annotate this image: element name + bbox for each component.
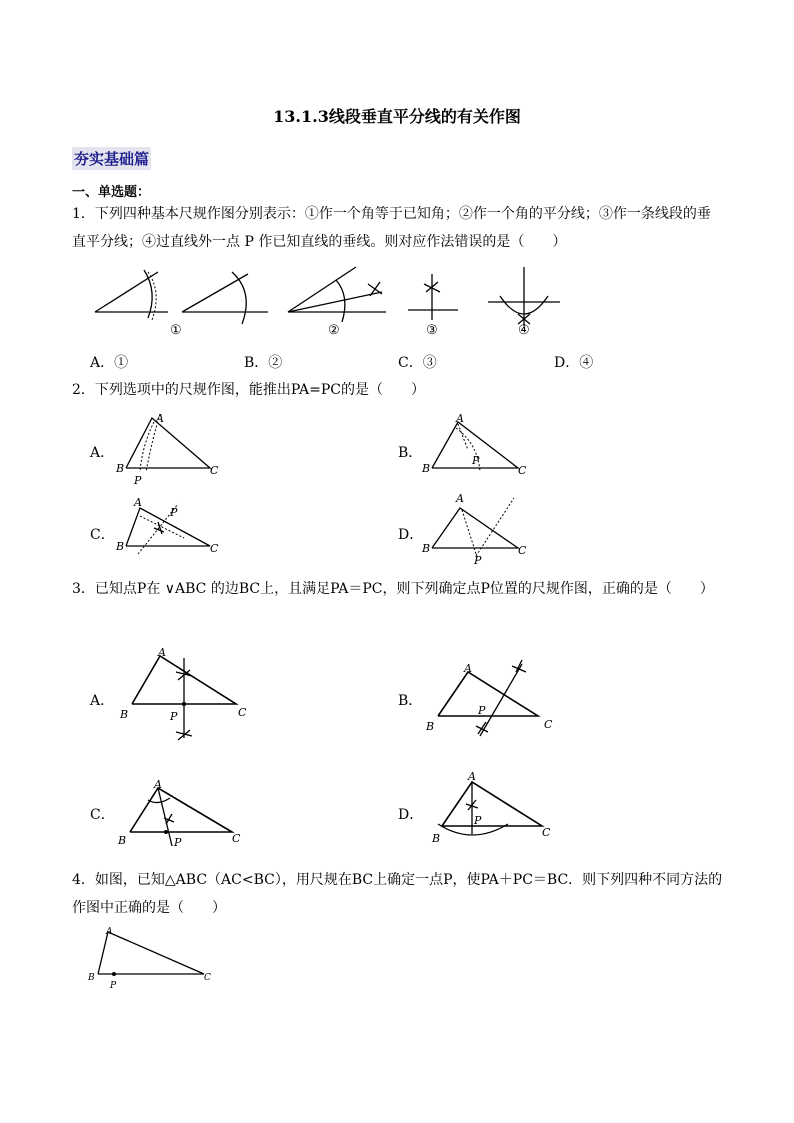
- svg-text:A: A: [468, 770, 476, 783]
- svg-text:A: A: [154, 778, 162, 791]
- label-p: P: [134, 474, 142, 487]
- svg-text:B: B: [116, 540, 125, 553]
- svg-text:B: B: [422, 542, 431, 555]
- svg-text:C: C: [518, 544, 527, 557]
- svg-text:B: B: [120, 708, 129, 721]
- svg-text:A: A: [456, 412, 464, 425]
- svg-text:P: P: [170, 710, 178, 723]
- q3-figure-b: [424, 656, 564, 746]
- q1-figure-1: [95, 270, 168, 320]
- q1-option-d[interactable]: D．④: [554, 355, 594, 371]
- q4-figure: [86, 924, 226, 994]
- svg-text:B: B: [88, 973, 95, 983]
- question-4-text: 4．如图，已知△ABC（AC<BC），用尺规在BC上确定一点P，使PA＋PC＝BC．则下列四种不同方法的作图中正确的是（ ）: [72, 872, 723, 916]
- q1-figure-4: [408, 274, 458, 320]
- q2-option-c[interactable]: C．: [90, 527, 115, 543]
- svg-text:B: B: [426, 720, 435, 733]
- svg-text:P: P: [110, 981, 117, 991]
- svg-text:A: A: [464, 662, 472, 675]
- q2-option-a[interactable]: A．: [90, 445, 115, 461]
- q3-option-b[interactable]: B．: [398, 693, 423, 709]
- svg-text:C: C: [238, 706, 247, 719]
- svg-text:B: B: [422, 462, 431, 475]
- svg-text:C: C: [204, 973, 211, 983]
- question-2-text: 2．下列选项中的尺规作图，能推出PA=PC的是（ ）: [72, 382, 426, 398]
- subsection-heading: 一、单选题：: [72, 185, 151, 200]
- svg-text:P: P: [472, 454, 480, 467]
- q1-figure-3: [288, 267, 386, 322]
- q2-figure-b: [418, 410, 538, 490]
- label-b: B: [116, 462, 125, 475]
- q1-fig-label-3: ③: [426, 323, 438, 338]
- q1-option-b[interactable]: B．②: [244, 355, 283, 371]
- q1-fig-label-2: ②: [328, 323, 340, 338]
- q1-option-a[interactable]: A．①: [90, 355, 129, 371]
- q2-figure-a: [112, 410, 232, 490]
- svg-text:B: B: [118, 834, 127, 847]
- svg-text:P: P: [478, 704, 486, 717]
- question-1-text: 1．下列四种基本尺规作图分别表示：①作一个角等于已知角；②作一个角的平分线；③作一条线段的垂直平分线；④过直线外一点 P 作已知直线的垂线。则对应作法错误的是（ ）: [72, 206, 711, 250]
- q3-figure-d: [424, 768, 564, 858]
- svg-text:A: A: [158, 646, 166, 659]
- q1-figure-5: [488, 267, 560, 326]
- svg-text:P: P: [174, 836, 182, 849]
- q2-figure-c: [112, 494, 232, 564]
- q1-option-c[interactable]: C．③: [398, 355, 437, 371]
- svg-text:P: P: [474, 554, 482, 567]
- q2-figure-d: [418, 490, 548, 570]
- svg-text:C: C: [210, 542, 219, 555]
- svg-text:A: A: [134, 496, 142, 509]
- svg-text:C: C: [232, 832, 241, 845]
- svg-text:C: C: [542, 826, 551, 839]
- question-3-text: 3．已知点P在 ∨ABC 的边BC上，且满足PA＝PC，则下列确定点P位置的尺规作图，正确的是（ ）: [72, 581, 714, 597]
- q3-option-a[interactable]: A．: [90, 693, 115, 709]
- q3-option-c[interactable]: C．: [90, 807, 115, 823]
- q1-figure-2: [182, 272, 268, 324]
- q1-fig-label-1: ①: [170, 323, 182, 338]
- svg-text:P: P: [170, 506, 178, 519]
- q3-figure-c: [114, 776, 254, 856]
- svg-text:P: P: [474, 814, 482, 827]
- q2-option-b[interactable]: B．: [398, 445, 423, 461]
- q3-option-d[interactable]: D．: [398, 807, 424, 823]
- page-title: 13.1.3线段垂直平分线的有关作图: [273, 107, 521, 126]
- svg-text:C: C: [518, 464, 527, 477]
- svg-text:B: B: [432, 832, 441, 845]
- svg-text:A: A: [456, 492, 464, 505]
- svg-text:A: A: [106, 927, 113, 937]
- label-a: A: [156, 412, 164, 425]
- section-heading: 夯实基础篇: [72, 147, 151, 170]
- q3-figure-a: [118, 646, 258, 746]
- svg-text:C: C: [544, 718, 553, 731]
- q1-fig-label-4: ④: [518, 323, 530, 338]
- label-c: C: [210, 464, 219, 477]
- q2-option-d[interactable]: D．: [398, 527, 424, 543]
